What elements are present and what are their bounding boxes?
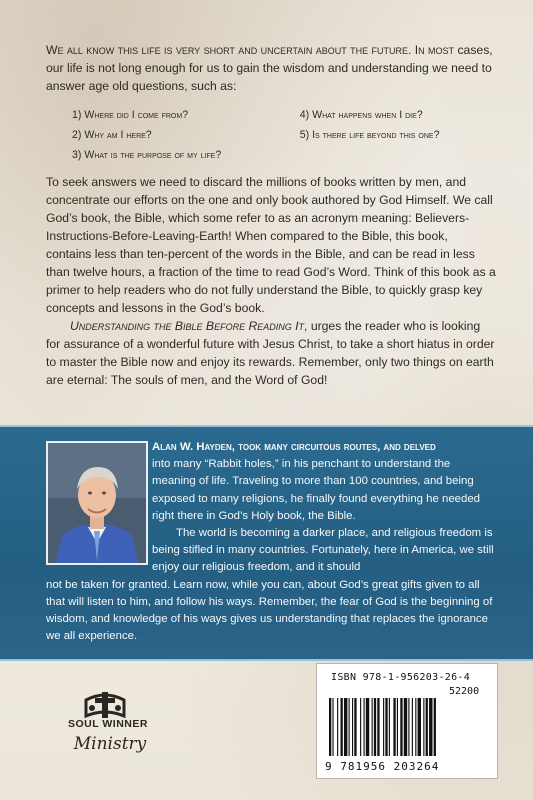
intro-lead: We all know this life is very short and uncertain about the future. In most — [46, 43, 455, 57]
description-block — [46, 41, 496, 389]
bio-lead — [46, 439, 494, 456]
book-title: Understanding the Bible Before Reading It — [70, 319, 305, 333]
logo-label: SOUL WINNER — [68, 718, 148, 730]
question-item: 4) What happens when I die? — [299, 109, 423, 121]
logo-script: Ministry — [73, 734, 147, 754]
author-section — [0, 425, 533, 661]
barcode-box — [316, 663, 498, 779]
barcode-digits: 9 781956 203264 — [325, 760, 440, 773]
isbn-number: ISBN 978-1-956203-26-4 — [331, 672, 471, 683]
closing-text: , urges the reader who is looking for assurance of a wonderful future with Jesus Christ, to take a short hiatus in order to master the Bible now and enjoy its rewards. Remember, only two things on earth are eternal: The souls of men, and the Word of God! — [46, 319, 495, 387]
intro-paragraph — [46, 41, 496, 95]
price-code: 52200 — [449, 686, 480, 697]
question-item: 2) Why am I here? — [72, 129, 152, 141]
question-item: 5) Is there life beyond this one? — [299, 129, 440, 141]
closing-paragraph — [46, 317, 496, 389]
bio-paragraph-2a: The world is becoming a darker place, and religious freedom is being stifled in many countries. Fortunately, here in America, we still enjoy our religious freedom, and it should — [152, 527, 494, 574]
question-item: 3) What is the purpose of my life? — [72, 149, 222, 161]
question-column-right — [300, 105, 496, 165]
question-list — [72, 105, 496, 165]
intro-rest: cases, our life is not long enough for us to gain the wisdom and understanding we need to answer age old questions, such as: — [46, 43, 493, 93]
author-bio — [46, 439, 494, 645]
question-item: 1) Where did I come from? — [72, 109, 189, 121]
bio-paragraph-1: into many “Rabbit holes,” in his penchant to understand the meaning of life. Traveling to more than 100 countries, and being exposed to many religions, he finally found everything he needed right there in God’s Holy book, the Bible. — [152, 458, 481, 522]
bio-paragraph-2b: not be taken for granted. Learn now, while you can, about God’s great gifts given to all that will listen to him, and follow his ways. Remember, the fear of God is the beginning of wisdom, and knowledge of his ways gives us understanding that replaces the ignorance we all experience. — [46, 578, 493, 643]
body-paragraph: To seek answers we need to discard the millions of books written by men, and concentrate our efforts on the one and only book authored by God Himself. We call God’s book, the Bible, which some refer to as an acronym meaning: Believers-Instructions-Before-Leaving-Earth! When compared to the Bible, this book, contains less than ten-percent of the words in the Bible, and can be read in less than twelve hours, a fraction of the time to read God’s Word. Think of this book as a primer to help readers who do not fully understand the Bible, to quickly grasp key concepts and lessons in the God’s book. — [46, 175, 496, 315]
barcode-image — [327, 698, 487, 758]
author-name-lead: Alan W. Hayden, took many circuitous routes, and delved — [152, 441, 436, 453]
question-column-left — [72, 105, 300, 165]
